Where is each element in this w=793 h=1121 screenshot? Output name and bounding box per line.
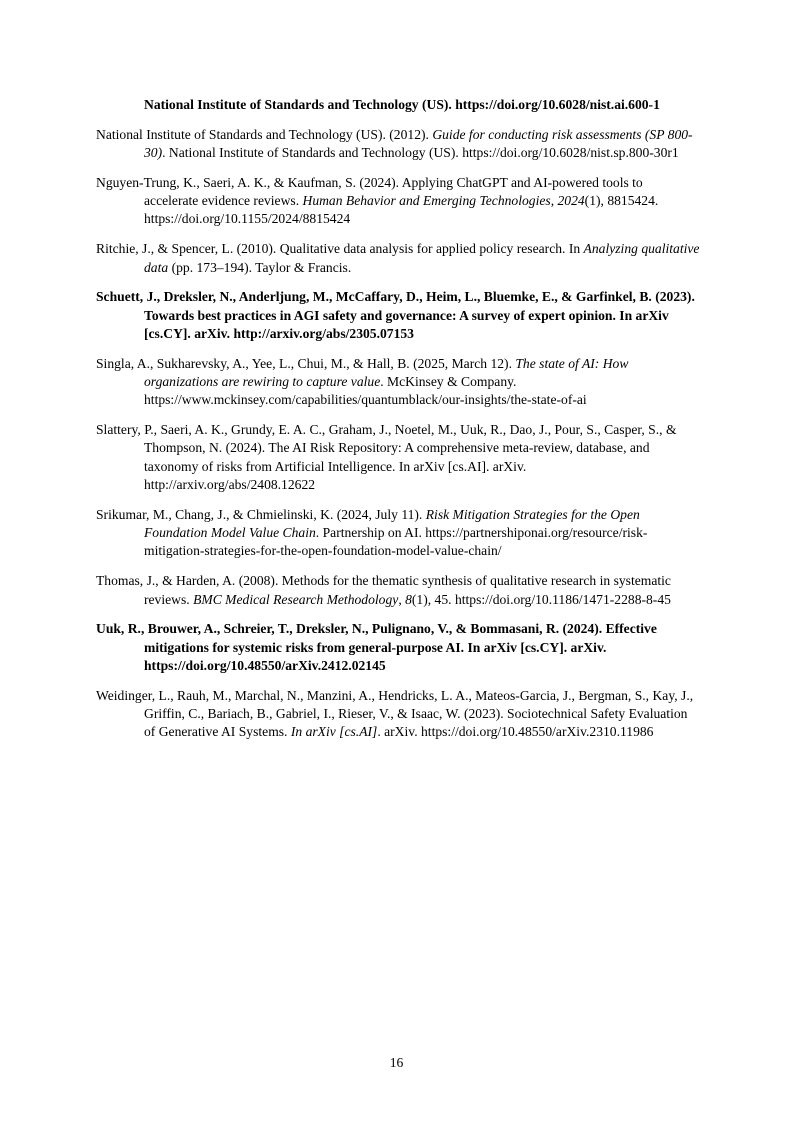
- reference-italic-text: Guide for conducting risk assessments (SP 800-30): [144, 126, 693, 161]
- reference-italic-text: 8: [405, 591, 412, 607]
- reference-thomas: [96, 572, 700, 609]
- reference-italic-text: Analyzing qualitative data: [144, 241, 700, 275]
- reference-italic-text: 2024: [557, 193, 585, 209]
- reference-singla: [96, 355, 700, 410]
- reference-text: . arXiv. https://doi.org/10.48550/arXiv.2310.11986: [377, 724, 654, 740]
- reference-text: National Institute of Standards and Technology (US). (2012).: [96, 126, 433, 142]
- reference-text: Srikumar, M., Chang, J., & Chmielinski, K. (2024, July 11).: [96, 506, 426, 522]
- reference-text: . Partnership on AI. https://partnershiponai.org/resource/risk-mitigation-strategies-for-the-open-foundation-model-value-chain/: [144, 525, 648, 559]
- reference-italic-text: Human Behavior and Emerging Technologies: [302, 193, 551, 209]
- reference-text: Uuk, R., Brouwer, A., Schreier, T., Dreksler, N., Pulignano, V., & Bommasani, R. (2024). Effective mitigations for systemic risks from general-purpose AI. In arXiv [cs.CY]. arXiv. https://doi.org/10.48550/arXiv.2412.02145: [96, 621, 657, 673]
- reference-list: [96, 96, 700, 753]
- reference-nist-800-30: [96, 126, 700, 163]
- page-number: 16: [389, 1055, 404, 1070]
- reference-text: ,: [550, 193, 558, 209]
- reference-nist-600-1: [96, 96, 700, 114]
- reference-text: (1), 45. https://doi.org/10.1186/1471-2288-8-45: [411, 591, 671, 607]
- reference-text: Nguyen-Trung, K., Saeri, A. K., & Kaufman, S. (2024). Applying ChatGPT and AI-powered tools to accelerate evidence reviews.: [96, 174, 643, 209]
- reference-text: ,: [398, 591, 406, 607]
- reference-text: Ritchie, J., & Spencer, L. (2010). Qualitative data analysis for applied policy research. In: [96, 241, 584, 257]
- reference-text: National Institute of Standards and Technology (US). https://doi.org/10.6028/nist.ai.600-1: [144, 97, 660, 112]
- reference-text: Thomas, J., & Harden, A. (2008). Methods for the thematic synthesis of qualitative research in systematic reviews.: [96, 573, 671, 607]
- reference-srikumar: [96, 506, 700, 561]
- reference-text: (pp. 173–194). Taylor & Francis.: [168, 259, 352, 275]
- reference-italic-text: Risk Mitigation Strategies for the Open Foundation Model Value Chain: [144, 506, 640, 541]
- reference-italic-text: The state of AI: How organizations are rewiring to capture value: [144, 355, 629, 390]
- reference-text: Schuett, J., Dreksler, N., Anderljung, M., McCaffary, D., Heim, L., Bluemke, E., & Garfinkel, B. (2023). Towards best practices in AGI safety and governance: A survey of expert opinion. In arXiv [cs.CY]. arXiv. http://arxiv.org/abs/2305.07153: [96, 289, 695, 341]
- reference-slattery: [96, 421, 700, 494]
- reference-weidinger: [96, 687, 700, 742]
- reference-text: (1), 8815424. https://doi.org/10.1155/2024/8815424: [144, 193, 659, 227]
- reference-text: Singla, A., Sukharevsky, A., Yee, L., Chui, M., & Hall, B. (2025, March 12).: [96, 355, 516, 371]
- reference-text: . McKinsey & Company. https://www.mckinsey.com/capabilities/quantumblack/our-insights/the-state-of-ai: [144, 374, 587, 408]
- reference-text: Slattery, P., Saeri, A. K., Grundy, E. A. C., Graham, J., Noetel, M., Uuk, R., Dao, J., Pour, S., Casper, S., & Thompson, N. (2024). The AI Risk Repository: A comprehensive meta-review, database, and taxonomy of risks from Artificial Intelligence. In arXiv [cs.AI]. arXiv. http://arxiv.org/abs/2408.12622: [96, 422, 677, 493]
- reference-italic-text: In arXiv [cs.AI]: [290, 724, 378, 740]
- reference-ritchie: [96, 240, 700, 277]
- reference-text: . National Institute of Standards and Technology (US). https://doi.org/10.6028/nist.sp.800-30r1: [162, 145, 679, 161]
- reference-schuett: [96, 288, 700, 343]
- reference-uuk: [96, 620, 700, 675]
- reference-nguyen-trung: [96, 174, 700, 229]
- reference-text: Weidinger, L., Rauh, M., Marchal, N., Manzini, A., Hendricks, L. A., Mateos-Garcia, J., Bergman, S., Kay, J., Griffin, C., Bariach, B., Gabriel, I., Rieser, V., & Isaac, W. (2023). Sociotechnical Safety Evaluation of Generative AI Systems.: [96, 687, 694, 740]
- reference-italic-text: BMC Medical Research Methodology: [193, 591, 399, 607]
